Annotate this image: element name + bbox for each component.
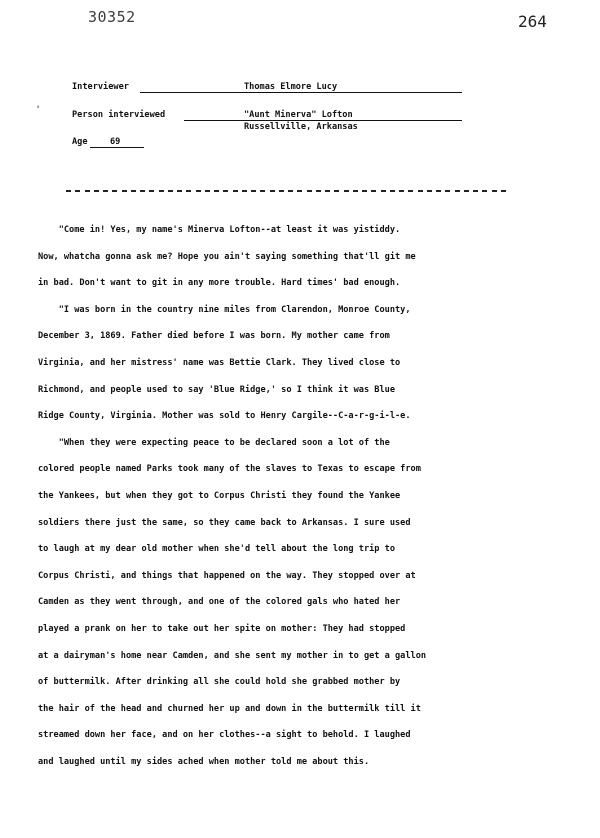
- divider-dash: [159, 190, 164, 192]
- divider-dash: [482, 190, 487, 192]
- divider-dash: [186, 190, 191, 192]
- divider-dash: [279, 190, 284, 192]
- divider-dash: [196, 190, 201, 192]
- divider-dash: [371, 190, 376, 192]
- divider-dash: [427, 190, 432, 192]
- interviewer-underline: [140, 92, 462, 93]
- divider-dash: [66, 190, 71, 192]
- text-line: played a prank on her to take out her spite on mother: They had stopped: [38, 624, 406, 634]
- divider-dash: [436, 190, 441, 192]
- text-line: Richmond, and people used to say 'Blue Ridge,' so I think it was Blue: [38, 384, 395, 395]
- margin-mark: °: [36, 105, 41, 113]
- person-location: Russellville, Arkansas: [244, 122, 358, 132]
- text-line: "I was born in the country nine miles from Clarendon, Monroe County,: [38, 304, 411, 315]
- divider-dash: [307, 190, 312, 192]
- divider-dash: [168, 190, 173, 192]
- divider-dash: [233, 190, 238, 192]
- text-line: December 3, 1869. Father died before I was born. My mother came from: [38, 331, 390, 342]
- person-interviewed-underline: [184, 120, 462, 121]
- divider-dash: [131, 190, 136, 192]
- divider-dash: [75, 190, 80, 192]
- divider-dash: [260, 190, 265, 192]
- divider-dash: [418, 190, 423, 192]
- divider-dash: [297, 190, 302, 192]
- divider-dash: [353, 190, 358, 192]
- text-line: Ridge County, Virginia. Mother was sold to Henry Cargile--C-a-r-g-i-l-e.: [38, 411, 411, 422]
- page-number: 264: [518, 12, 547, 31]
- divider-dash: [316, 190, 321, 192]
- interviewer-value: Thomas Elmore Lucy: [244, 82, 338, 92]
- text-line: soldiers there just the same, so they came back to Arkansas. I sure used: [38, 517, 411, 528]
- divider-dash: [362, 190, 367, 192]
- divider-dash: [399, 190, 404, 192]
- divider-dash: [223, 190, 228, 192]
- text-line: of buttermilk. After drinking all she could hold she grabbed mother by: [38, 677, 401, 688]
- divider-dash: [344, 190, 349, 192]
- divider-dash: [103, 190, 108, 192]
- text-line: to laugh at my dear old mother when she'd tell about the long trip to: [38, 544, 395, 555]
- divider-dash: [242, 190, 247, 192]
- divider-dash: [270, 190, 275, 192]
- divider-dash: [473, 190, 478, 192]
- divider-dash: [464, 190, 469, 192]
- divider-dash: [334, 190, 339, 192]
- divider-dash: [85, 190, 90, 192]
- divider-dash: [445, 190, 450, 192]
- interviewer-label: Interviewer: [72, 82, 129, 92]
- text-line: "Come in! Yes, my name's Minerva Lofton--at least it was yistiddy.: [38, 225, 401, 235]
- text-line: at a dairyman's home near Camden, and she sent my mother in to get a gallon: [38, 650, 427, 661]
- divider-dash: [177, 190, 182, 192]
- divider-dash: [251, 190, 256, 192]
- divider-dash: [288, 190, 293, 192]
- divider-dash: [214, 190, 219, 192]
- text-line: Now, whatcha gonna ask me? Hope you ain't saying something that'll git me: [38, 251, 416, 262]
- age-underline: [90, 147, 144, 148]
- divider-dash: [455, 190, 460, 192]
- text-line: the hair of the head and churned her up and down in the buttermilk till it: [38, 703, 421, 714]
- divider-dash: [94, 190, 99, 192]
- age-label: Age: [72, 137, 88, 147]
- person-interviewed-label: Person interviewed: [72, 110, 166, 120]
- text-line: in bad. Don't want to git in any more trouble. Hard times' bad enough.: [38, 278, 401, 289]
- divider-dash: [408, 190, 413, 192]
- divider-dash: [390, 190, 395, 192]
- section-divider: [66, 186, 506, 196]
- document-number-stamp: 30352: [88, 8, 136, 26]
- person-interviewed-value: "Aunt Minerva" Lofton: [244, 110, 353, 120]
- divider-dash: [149, 190, 154, 192]
- divider-dash: [325, 190, 330, 192]
- divider-dash: [112, 190, 117, 192]
- divider-dash: [205, 190, 210, 192]
- divider-dash: [501, 190, 506, 192]
- text-line: Camden as they went through, and one of the colored gals who hated her: [38, 597, 401, 608]
- text-line: Corpus Christi, and things that happened on the way. They stopped over at: [38, 570, 416, 581]
- text-line: colored people named Parks took many of the slaves to Texas to escape from: [38, 464, 421, 475]
- divider-dash: [122, 190, 127, 192]
- divider-dash: [492, 190, 497, 192]
- divider-dash: [140, 190, 145, 192]
- text-line: and laughed until my sides ached when mother told me about this.: [38, 757, 370, 767]
- age-value: 69: [110, 137, 121, 147]
- text-line: "When they were expecting peace to be declared soon a lot of the: [38, 437, 390, 448]
- text-line: the Yankees, but when they got to Corpus Christi they found the Yankee: [38, 491, 401, 501]
- text-line: streamed down her face, and on her clothes--a sight to behold. I laughed: [38, 730, 411, 741]
- text-line: Virginia, and her mistress' name was Bettie Clark. They lived close to: [38, 358, 401, 368]
- divider-dash: [381, 190, 386, 192]
